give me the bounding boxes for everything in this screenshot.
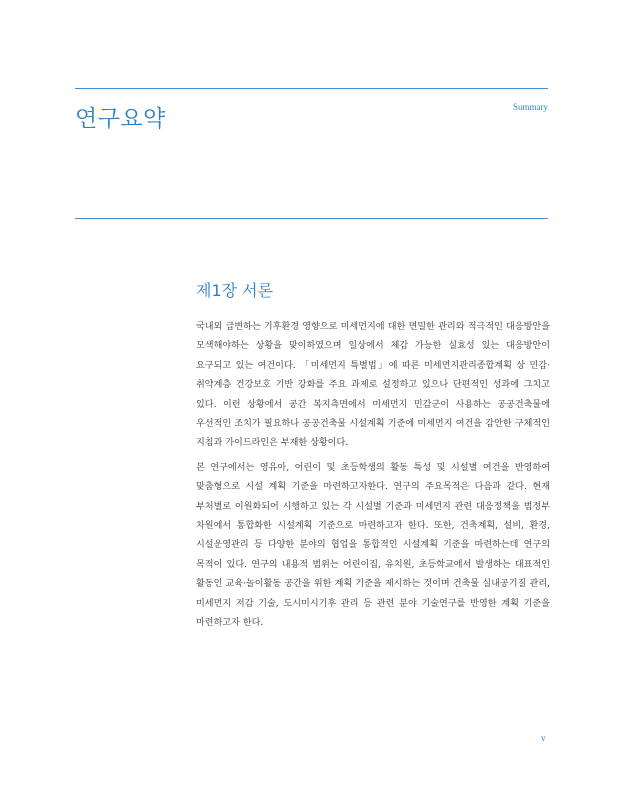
chapter-title: 제1장 서론: [196, 281, 274, 300]
section-label: Summary: [513, 102, 548, 112]
section-title: 연구요약: [75, 106, 166, 132]
page-number: v: [541, 733, 546, 743]
paragraph-1: 국내외 급변하는 기후환경 영향으로 미세먼지에 대한 면밀한 관리와 적극적인 대응방안을 모색해야하는 상황을 맞이하였으며 일상에서 체감 가능한 실효성 있는 대응방안이 요구되고 있는 여건이다. 「미세먼지 특별법」에 따른 미세먼지관리종합계획 상 민감·취약계층 건강보호 기반 강화를 주요 과제로 설정하고 있으나 단편적인 성과에 그치고 있다. 이런 상황에서 공간 복지측면에서 미세먼지 민감군이 사용하는 공공건축물에 우선적인 조치가 필요하나 공공건축물 시설계획 기준에 미세먼지 여건을 감안한 구체적인 지침과 가이드라인은 부재한 상황이다.: [196, 322, 550, 449]
header-bottom-rule: [75, 218, 548, 219]
paragraph-2: 본 연구에서는 영유아, 어린이 및 초등학생의 활동 특성 및 시설별 여건을 반영하여 맞춤형으로 시설 계획 기준을 마련하고자한다. 연구의 주요목적은 다음과 같다. 현재 부처별로 이원화되어 시행하고 있는 각 시설별 기준과 미세먼지 관련 대응정책을 범정부 차원에서 통합화한 시설계획 기준으로 마련하고자 한다. 또한, 건축계획, 설비, 환경, 시설운영관리 등 다양한 분야의 협업을 통합적인 시설계획 기준을 마련하는데 연구의 목적이 있다. 연구의 내용적 범위는 어린이집, 유치원, 초등학교에서 발생하는 대표적인 활동인 교육·놀이활동 공간을 위한 계획 기준을 제시하는 것이며 건축물 실내공기질 관리, 미세먼지 저감 기술, 도시미시기후 관리 등 관련 분야 기술연구를 반영한 계획 기준을 마련하고자 한다.: [196, 462, 550, 629]
body-text: [196, 318, 550, 639]
header-top-rule: [75, 88, 548, 89]
